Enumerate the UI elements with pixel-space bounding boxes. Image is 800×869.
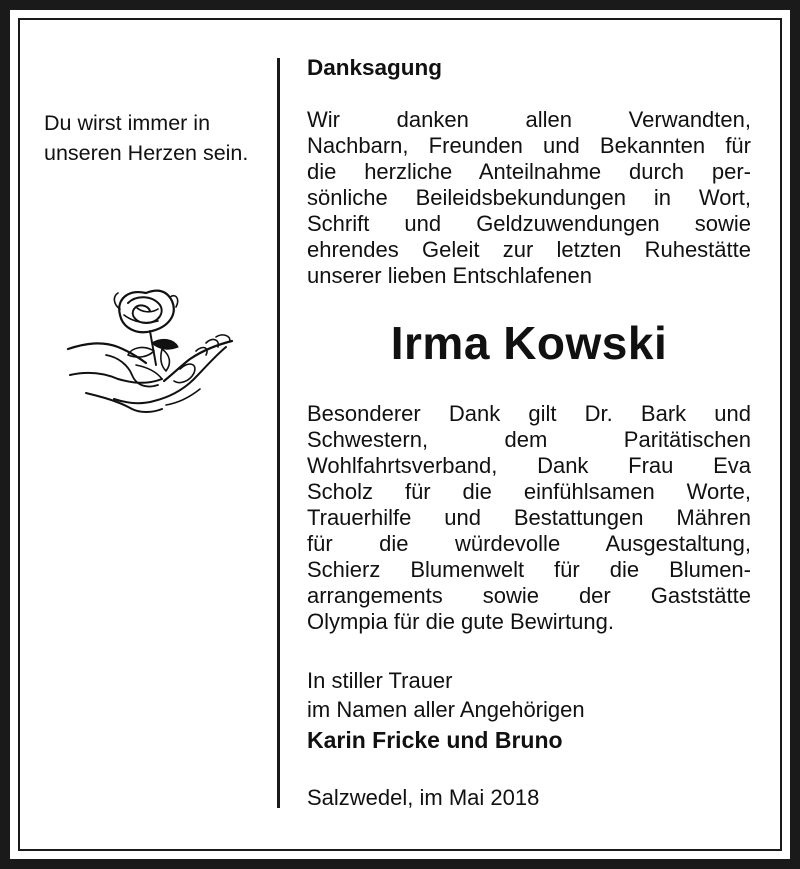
thanks-line: Wohlfahrtsverband, Dank Frau Eva — [307, 453, 751, 478]
heading: Danksagung — [307, 55, 443, 80]
motto-line: Du wirst immer in — [44, 111, 211, 135]
main-column — [307, 53, 751, 635]
signer: Karin Fricke und Bruno — [307, 727, 563, 753]
thanks-line: Besonderer Dank gilt Dr. Bark und — [307, 401, 751, 426]
deceased-name: Irma Kowski — [390, 317, 668, 369]
thanks-line: arrangements sowie der Gaststätte — [307, 583, 751, 608]
thanks-line: Scholz für die einfühlsamen Worte, — [307, 479, 751, 504]
intro-paragraph — [307, 107, 751, 289]
motto-line: unseren Herzen sein. — [44, 141, 249, 165]
thanks-paragraph — [307, 401, 751, 635]
place-date: Salzwedel, im Mai 2018 — [307, 785, 540, 810]
motto — [44, 108, 272, 168]
closing-line: im Namen aller Angehörigen — [307, 697, 585, 722]
rose-in-hands-icon — [66, 285, 234, 425]
column-divider — [277, 58, 280, 808]
intro-line: Schrift und Geldzuwendungen sowie — [307, 211, 751, 236]
intro-line: sönliche Beileidsbekundungen in Wort, — [307, 185, 751, 210]
intro-line: unserer lieben Entschlafenen — [307, 263, 592, 288]
closing-line: In stiller Trauer — [307, 668, 453, 693]
thanks-line: für die würdevolle Ausgestaltung, — [307, 531, 751, 556]
intro-line: ehrendes Geleit zur letzten Ruhestätte — [307, 237, 751, 262]
closing — [307, 666, 585, 724]
intro-line: die herzliche Anteilnahme durch per- — [307, 159, 751, 184]
thanks-line: Olympia für die gute Bewirtung. — [307, 609, 614, 634]
intro-line: Wir danken allen Verwandten, — [307, 107, 751, 132]
thanks-line: Schwestern, dem Paritätischen — [307, 427, 751, 452]
thanks-line: Schierz Blumenwelt für die Blumen- — [307, 557, 751, 582]
thanks-line: Trauerhilfe und Bestattungen Mähren — [307, 505, 751, 530]
intro-line: Nachbarn, Freunden und Bekannten für — [307, 133, 751, 158]
